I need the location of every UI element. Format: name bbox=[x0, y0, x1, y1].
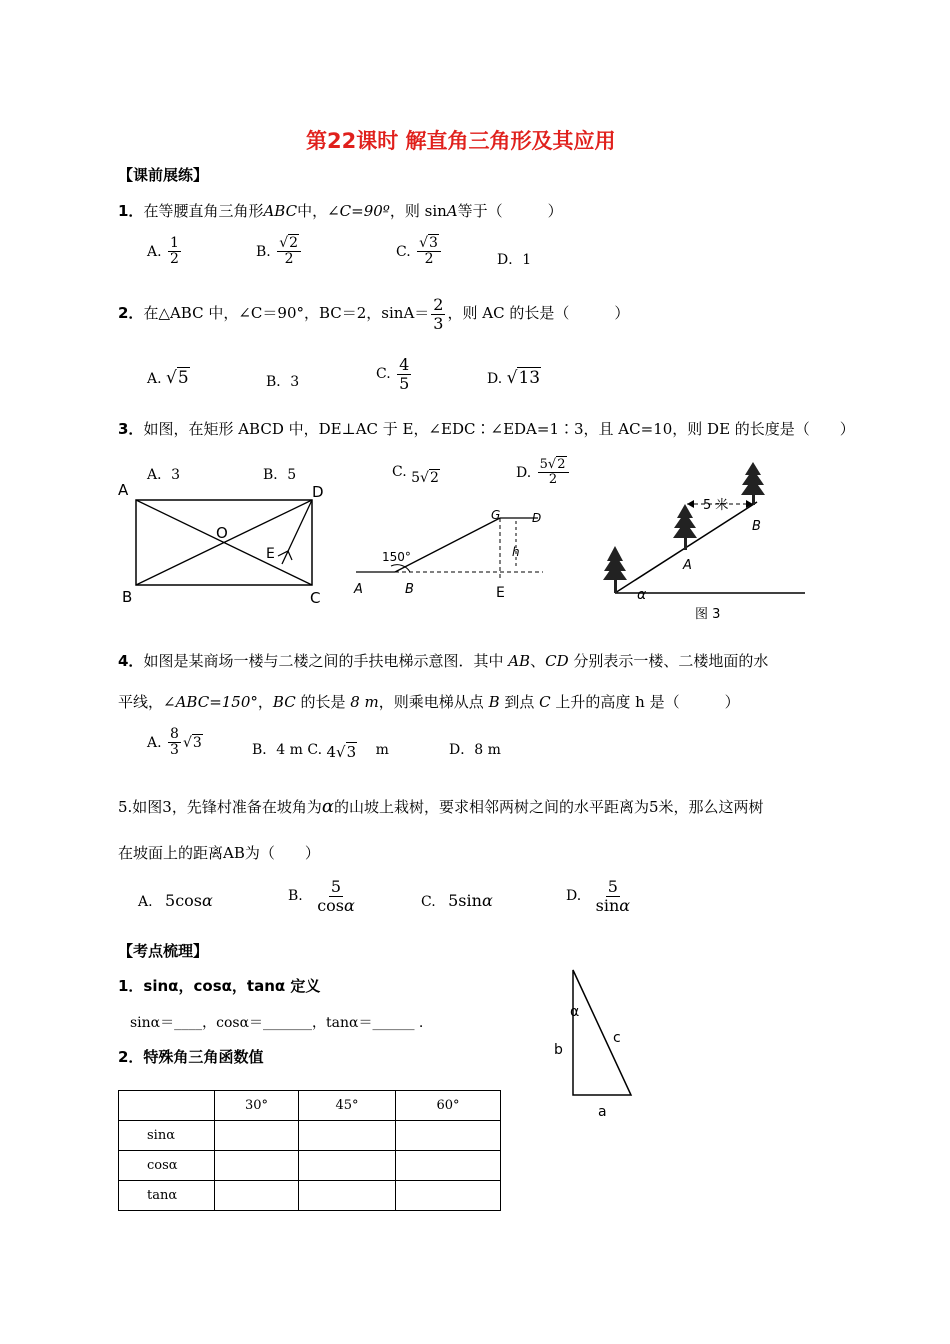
table-cell bbox=[396, 1181, 501, 1211]
angle-label: 150° bbox=[382, 550, 411, 564]
table-row bbox=[119, 1121, 501, 1151]
q3-option-d: D. $\frac{5√2}{2}$ bbox=[516, 458, 571, 488]
slope-figure bbox=[595, 458, 815, 628]
q2-option-b: B．3 bbox=[266, 374, 300, 390]
label-C: C bbox=[310, 589, 321, 607]
q1-option-d: D．1 bbox=[497, 252, 532, 268]
definition-line: sinα＝____，cosα＝_______，tanα＝______ . bbox=[130, 1015, 424, 1031]
label-D: D bbox=[312, 483, 324, 501]
q5-option-d: D. $\frac{5}{\sin\alpha}$ bbox=[566, 877, 631, 915]
special-angles-heading: 2．特殊角三角函数值 bbox=[118, 1048, 264, 1066]
label-alpha: α bbox=[637, 587, 647, 603]
question-2: 2．在△ABC 中，∠C＝90°，BC＝2，sinA＝ $\frac{2}{3}$ ，则 AC 的长是（ ） bbox=[118, 295, 630, 333]
question-5-line-1: 5.如图3，先锋村准备在坡角为α的山坡上栽树，要求相邻两树之间的水平距离为5米，那么这两树 bbox=[118, 796, 764, 817]
table-cell bbox=[299, 1151, 396, 1181]
definition-heading: 1．sinα，cosα，tanα 定义 bbox=[118, 977, 321, 995]
q4-option-b-c: B．4 m C. 4√3 m bbox=[252, 742, 389, 761]
table-row bbox=[119, 1151, 501, 1181]
right-triangle-figure bbox=[545, 962, 655, 1127]
question-number: 1． bbox=[118, 202, 144, 220]
label-D: D bbox=[532, 511, 542, 525]
label-h: h bbox=[512, 545, 520, 559]
q3-option-a: A．3 bbox=[147, 467, 181, 483]
rectangle-figure bbox=[112, 478, 334, 608]
label-G: G bbox=[491, 508, 501, 522]
q5-option-c: C. 5sinα bbox=[421, 891, 493, 910]
escalator-figure bbox=[348, 505, 548, 605]
label-a: a bbox=[598, 1104, 607, 1120]
figure-caption: 图 3 bbox=[695, 607, 721, 622]
q1-option-c: C. $\frac{√3}{2}$ bbox=[396, 236, 443, 268]
q2-option-c: C. $\frac{4}{5}$ bbox=[376, 355, 410, 393]
label-b: b bbox=[554, 1042, 563, 1058]
table-cell bbox=[215, 1151, 299, 1181]
question-4-line-2: 平线，∠ABC=150°，BC 的长是 8 m，则乘电梯从点 B 到点 C 上升的高度 h 是（ ） bbox=[118, 693, 740, 711]
label-B: B bbox=[405, 582, 414, 597]
label-B: B bbox=[122, 588, 133, 606]
table-row bbox=[119, 1181, 501, 1211]
label-B: B bbox=[752, 519, 761, 534]
tree-icon bbox=[741, 462, 765, 505]
row-label: tanα bbox=[119, 1181, 215, 1211]
page-title: 第22课时 解直角三角形及其应用 bbox=[306, 129, 616, 153]
label-A: A bbox=[118, 481, 129, 499]
label-c: c bbox=[613, 1030, 621, 1046]
table-cell bbox=[396, 1121, 501, 1151]
q3-option-c: C. 5√2 bbox=[392, 464, 439, 486]
q5-option-b: B. $\frac{5}{\cos\alpha}$ bbox=[288, 877, 355, 915]
label-E: E bbox=[266, 546, 275, 562]
label-alpha: α bbox=[570, 1004, 580, 1020]
section-heading-preview: 【课前展练】 bbox=[118, 166, 209, 184]
q4-option-a: A. $\frac{8}{3}$ √3 bbox=[147, 726, 202, 759]
table-header: 60° bbox=[396, 1091, 501, 1121]
table-cell bbox=[299, 1121, 396, 1151]
question-1: 1．在等腰直角三角形ABC中，∠C=90º，则 sinA等于（ ） bbox=[118, 202, 563, 220]
q2-option-d: D. √13 bbox=[487, 368, 541, 388]
question-4-line-1: 4．如图是某商场一楼与二楼之间的手扶电梯示意图．其中 AB、CD 分别表示一楼、二楼地面的水 bbox=[118, 652, 769, 670]
row-label: sinα bbox=[119, 1121, 215, 1151]
q4-option-d: D．8 m bbox=[449, 742, 501, 758]
question-5-line-2: 在坡面上的距离AB为（ ） bbox=[118, 844, 320, 862]
table-header: 45° bbox=[299, 1091, 396, 1121]
q2-option-a: A. √5 bbox=[147, 368, 189, 388]
table-cell bbox=[215, 1181, 299, 1211]
table-cell bbox=[119, 1091, 215, 1121]
q1-option-a: A. $\frac{1}{2}$ bbox=[147, 235, 179, 268]
table-cell bbox=[396, 1151, 501, 1181]
label-A: A bbox=[683, 558, 692, 573]
q5-option-a: A. 5cosα bbox=[138, 891, 213, 910]
label-O: O bbox=[216, 524, 228, 542]
q1-option-b: B. $\frac{√2}{2}$ bbox=[256, 236, 303, 268]
table-cell bbox=[215, 1121, 299, 1151]
table-header: 30° bbox=[215, 1091, 299, 1121]
distance-label: 5 米 bbox=[703, 498, 729, 513]
row-label: cosα bbox=[119, 1151, 215, 1181]
section-heading-review: 【考点梳理】 bbox=[118, 942, 209, 960]
table-cell bbox=[299, 1181, 396, 1211]
tree-icon bbox=[603, 546, 627, 593]
label-E: E bbox=[496, 585, 505, 601]
question-3: 3．如图，在矩形 ABCD 中，DE⊥AC 于 E，∠EDC∶∠EDA=1∶3，且 AC=10，则 DE 的长度是（ ） bbox=[118, 420, 855, 438]
label-A: A bbox=[354, 582, 363, 597]
trig-values-table bbox=[118, 1090, 501, 1211]
q3-option-b: B．5 bbox=[263, 467, 297, 483]
table-row bbox=[119, 1091, 501, 1121]
